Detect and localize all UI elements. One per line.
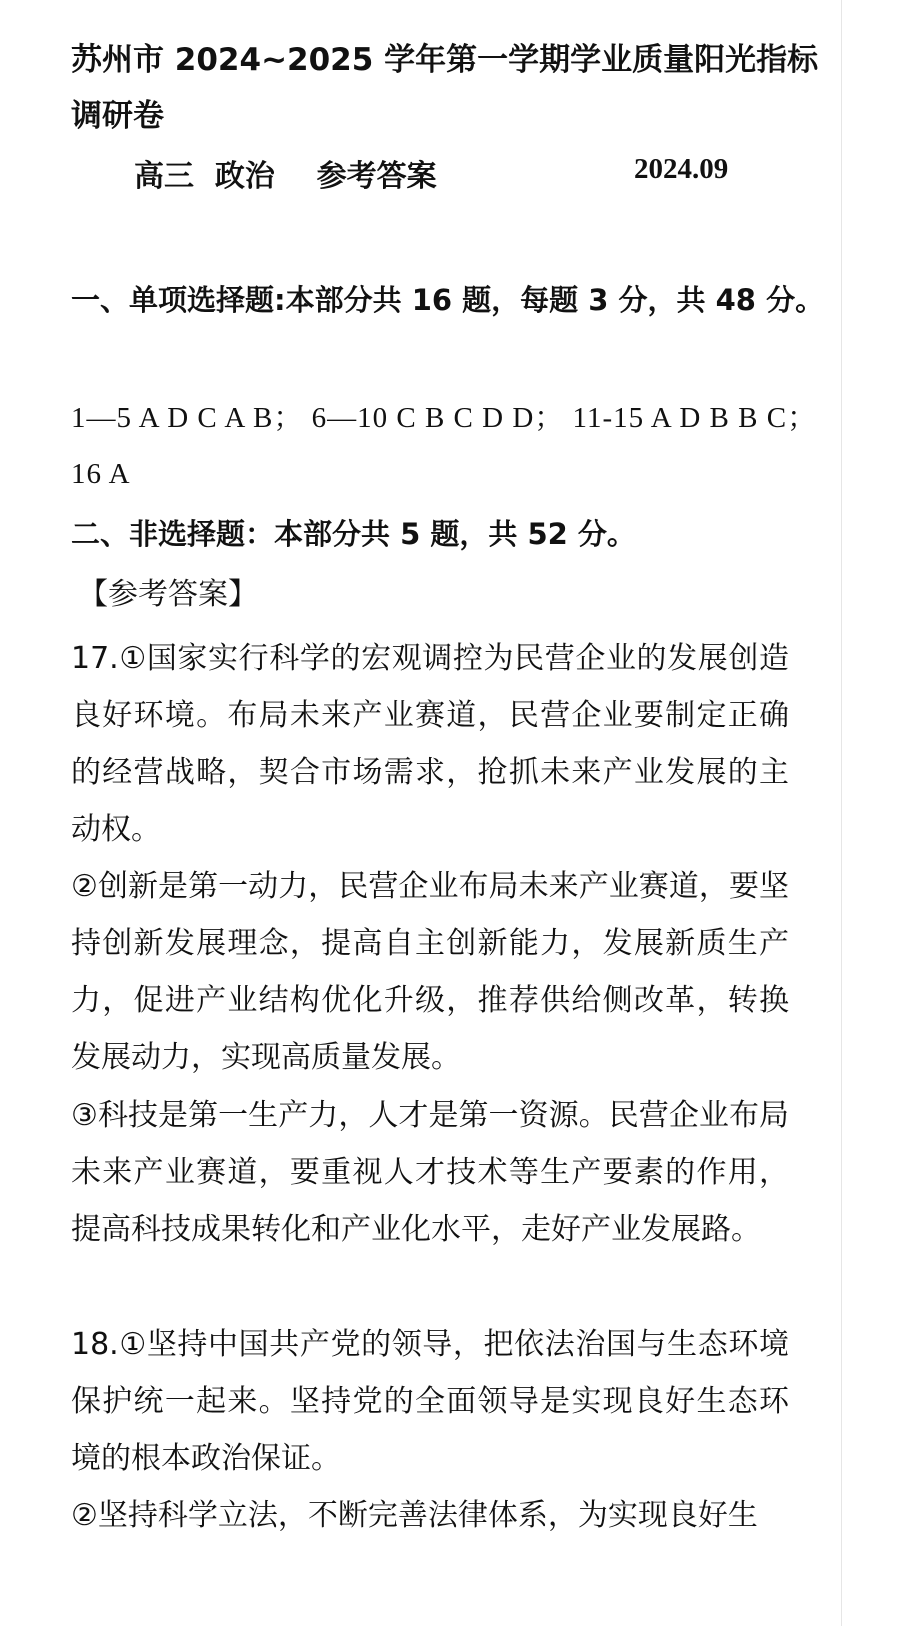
answer-17-point-2: ②创新是第一动力，民营企业布局未来产业赛道，要坚持创新发展理念，提高自主创新能力，发展新质生产力，促进产业结构优化升级，推荐供给侧改革，转换发展动力，实现高质量发展。 [71, 869, 789, 1075]
subtitle-grade-subject: 高三 政治 参考答案 [134, 159, 437, 194]
document-title: 苏州市 2024~2025 学年第一学期学业质量阳光指标调研卷 [71, 42, 819, 134]
section-two-heading: 二、非选择题：本部分共 5 题，共 52 分。 [71, 517, 636, 551]
answer-17-point-1: 17.①国家实行科学的宏观调控为民营企业的发展创造良好环境。布局未来产业赛道，民营企业要制定正确的经营战略，契合市场需求，抢抓未来产业发展的主动权。 [71, 641, 789, 847]
answer-18-point-1: 18.①坚持中国共产党的领导，把依法治国与生态环境保护统一起来。坚持党的全面领导是实现良好生态环境的根本政治保证。 [71, 1327, 789, 1476]
reference-answer-label: 【参考答案】 [78, 577, 258, 612]
subtitle-date: 2024.09 [634, 153, 729, 185]
document-subtitle [134, 151, 774, 199]
section-one-heading: 一、单项选择题:本部分共 16 题，每题 3 分，共 48 分。 [71, 283, 825, 317]
answer-18-point-2: ②坚持科学立法，不断完善法律体系，为实现良好生 [71, 1498, 758, 1533]
page-edge-line [841, 0, 842, 1626]
answer-17-point-3: ③科技是第一生产力，人才是第一资源。民营企业布局未来产业赛道，要重视人才技术等生产要素的作用，提高科技成果转化和产业化水平，走好产业发展路。 [71, 1098, 789, 1247]
multiple-choice-answers: 1—5 A D C A B； 6—10 C B C D D； 11-15 A D B B C；16 A [71, 402, 818, 490]
